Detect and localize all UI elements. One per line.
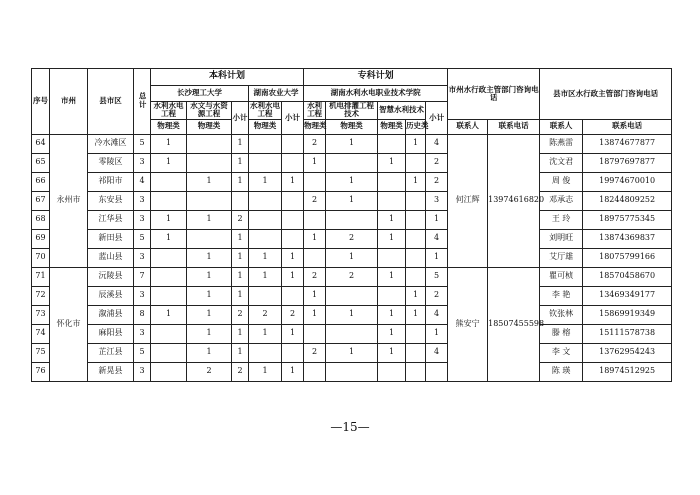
county-contact-cell: 李 文 (540, 343, 583, 362)
county-cell: 辰溪县 (88, 286, 134, 305)
county-cell: 麻阳县 (88, 324, 134, 343)
table-row (32, 343, 672, 362)
value-cell-c10: 3 (426, 191, 448, 210)
value-cell-c5 (282, 134, 304, 153)
county-cell: 溆浦县 (88, 305, 134, 324)
county-contact-cell: 王 玲 (540, 210, 583, 229)
value-cell-c5: 1 (282, 248, 304, 267)
header-major-slsdgc2: 水利水电工程 (250, 101, 280, 119)
seq-cell: 70 (32, 248, 50, 267)
value-cell-c6 (304, 324, 326, 343)
value-cell-c7: 1 (326, 191, 378, 210)
header-county: 县市区 (88, 69, 134, 135)
value-cell-c6: 1 (304, 153, 326, 172)
plan-table (31, 68, 672, 382)
value-cell-c7: 2 (326, 229, 378, 248)
value-cell-c9 (406, 153, 426, 172)
value-cell-c5: 1 (282, 324, 304, 343)
value-cell-c2: 1 (187, 324, 232, 343)
value-cell-c1: 1 (151, 134, 187, 153)
header-physics: 物理类 (249, 119, 282, 134)
value-cell-c8 (378, 362, 406, 381)
value-cell-total: 5 (134, 343, 151, 362)
value-cell-c4 (249, 134, 282, 153)
county-cell: 江华县 (88, 210, 134, 229)
value-cell-c5 (282, 229, 304, 248)
value-cell-c8: 1 (378, 153, 406, 172)
value-cell-c5 (282, 191, 304, 210)
value-cell-c7: 1 (326, 248, 378, 267)
value-cell-c4 (249, 229, 282, 248)
county-phone-cell: 19974670010 (583, 172, 672, 191)
table-row (32, 362, 672, 381)
value-cell-c3: 2 (232, 210, 249, 229)
value-cell-c2: 1 (187, 210, 232, 229)
value-cell-c5 (282, 286, 304, 305)
table-row (32, 229, 672, 248)
header-undergrad-plan: 本科计划 (151, 69, 304, 86)
value-cell-c9 (406, 324, 426, 343)
value-cell-total: 4 (134, 172, 151, 191)
value-cell-c5 (282, 153, 304, 172)
county-cell: 冷水滩区 (88, 134, 134, 153)
county-cell: 零陵区 (88, 153, 134, 172)
value-cell-c3: 1 (232, 248, 249, 267)
county-cell: 新田县 (88, 229, 134, 248)
value-cell-total: 3 (134, 286, 151, 305)
value-cell-c3: 1 (232, 343, 249, 362)
value-cell-total: 5 (134, 229, 151, 248)
value-cell-c4 (249, 210, 282, 229)
value-cell-c6: 1 (304, 286, 326, 305)
header-subtotal-cs: 小计 (232, 102, 249, 135)
table-row (32, 305, 672, 324)
value-cell-c10: 2 (426, 153, 448, 172)
value-cell-c6: 2 (304, 267, 326, 286)
value-cell-c3: 2 (232, 362, 249, 381)
value-cell-total: 7 (134, 267, 151, 286)
seq-cell: 76 (32, 362, 50, 381)
header-history: 历史类 (406, 119, 426, 134)
value-cell-total: 5 (134, 134, 151, 153)
value-cell-c9 (406, 267, 426, 286)
county-phone-cell: 13762954243 (583, 343, 672, 362)
value-cell-c10: 2 (426, 286, 448, 305)
header-physics: 物理类 (378, 119, 406, 134)
value-cell-c5 (282, 343, 304, 362)
header-major-slsdgc: 水利水电工程 (151, 102, 187, 120)
value-cell-c2 (187, 191, 232, 210)
value-cell-c3: 1 (232, 286, 249, 305)
header-city-contact: 联系人 (448, 119, 488, 134)
county-phone-cell: 13469349177 (583, 286, 672, 305)
value-cell-c4: 1 (249, 248, 282, 267)
value-cell-c7 (326, 153, 378, 172)
header-city-dept: 市州水行政主管部门咨询电话 (448, 69, 540, 120)
value-cell-total: 3 (134, 324, 151, 343)
table-row (32, 153, 672, 172)
value-cell-c7 (326, 286, 378, 305)
city-contact-cell: 熊安宁 (448, 267, 488, 381)
value-cell-c3: 1 (232, 172, 249, 191)
header-subtotal-sl: 小计 (426, 102, 448, 135)
county-contact-cell: 邓承志 (540, 191, 583, 210)
county-cell: 蓝山县 (88, 248, 134, 267)
value-cell-c1: 1 (151, 305, 187, 324)
table-row (32, 267, 672, 286)
value-cell-c8 (378, 134, 406, 153)
value-cell-c2: 1 (187, 172, 232, 191)
county-cell: 东安县 (88, 191, 134, 210)
value-cell-c4: 1 (249, 267, 282, 286)
value-cell-c9 (406, 191, 426, 210)
value-cell-c9 (406, 362, 426, 381)
county-phone-cell: 13874677877 (583, 134, 672, 153)
value-cell-c7 (326, 210, 378, 229)
value-cell-c8 (378, 191, 406, 210)
value-cell-c6: 2 (304, 191, 326, 210)
value-cell-c7: 1 (326, 172, 378, 191)
value-cell-c2: 1 (187, 267, 232, 286)
value-cell-c8: 1 (378, 267, 406, 286)
value-cell-c4 (249, 343, 282, 362)
value-cell-c2 (187, 229, 232, 248)
value-cell-c5: 1 (282, 267, 304, 286)
city-cell: 永州市 (50, 134, 88, 267)
value-cell-c9 (406, 343, 426, 362)
header-city-phone: 联系电话 (488, 119, 540, 134)
value-cell-c1 (151, 343, 187, 362)
header-major-jdpg: 机电排灌工程技术 (326, 102, 378, 120)
county-cell: 祁阳市 (88, 172, 134, 191)
city-phone-cell: 18507455598 (488, 267, 540, 381)
value-cell-total: 3 (134, 248, 151, 267)
county-cell: 沅陵县 (88, 267, 134, 286)
county-phone-cell: 18570458670 (583, 267, 672, 286)
table-row (32, 191, 672, 210)
value-cell-total: 3 (134, 153, 151, 172)
county-phone-cell: 18244809252 (583, 191, 672, 210)
header-physics: 物理类 (151, 119, 187, 134)
value-cell-c9 (406, 229, 426, 248)
value-cell-c10: 1 (426, 324, 448, 343)
seq-cell: 64 (32, 134, 50, 153)
value-cell-c3: 1 (232, 134, 249, 153)
page-number: —15— (330, 420, 370, 434)
county-contact-cell: 刘明旺 (540, 229, 583, 248)
value-cell-c2: 1 (187, 305, 232, 324)
value-cell-c2 (187, 134, 232, 153)
county-phone-cell: 18974512925 (583, 362, 672, 381)
county-phone-cell: 15111578738 (583, 324, 672, 343)
value-cell-c4: 1 (249, 324, 282, 343)
value-cell-c1: 1 (151, 229, 187, 248)
value-cell-c10: 2 (426, 172, 448, 191)
value-cell-c4: 1 (249, 172, 282, 191)
county-phone-cell: 18075799166 (583, 248, 672, 267)
header-college-plan: 专科计划 (304, 69, 448, 86)
value-cell-c4 (249, 191, 282, 210)
value-cell-c7 (326, 362, 378, 381)
value-cell-c9: 1 (406, 286, 426, 305)
value-cell-c10: 1 (426, 248, 448, 267)
header-county-contact: 联系人 (540, 119, 583, 134)
value-cell-c1: 1 (151, 210, 187, 229)
value-cell-c3: 2 (232, 305, 249, 324)
header-seq: 序号 (32, 69, 50, 135)
value-cell-c7: 1 (326, 134, 378, 153)
value-cell-c9 (406, 248, 426, 267)
value-cell-c2: 2 (187, 362, 232, 381)
header-total: 总计 (134, 69, 151, 135)
header-major-swszy: 水文与水资源工程 (187, 102, 232, 120)
value-cell-c6: 2 (304, 343, 326, 362)
header-physics: 物理类 (304, 119, 326, 134)
value-cell-c9: 1 (406, 305, 426, 324)
value-cell-c10: 1 (426, 210, 448, 229)
header-major-slgc: 水利工程 (304, 102, 326, 120)
data-rows (32, 134, 672, 381)
value-cell-c1 (151, 191, 187, 210)
county-contact-cell: 艾厅雄 (540, 248, 583, 267)
county-contact-cell: 瞿可桢 (540, 267, 583, 286)
seq-cell: 68 (32, 210, 50, 229)
county-contact-cell: 周 俊 (540, 172, 583, 191)
value-cell-c2: 1 (187, 248, 232, 267)
county-phone-cell: 15869919349 (583, 305, 672, 324)
value-cell-c8: 1 (378, 324, 406, 343)
value-cell-c8: 1 (378, 305, 406, 324)
value-cell-c10: 4 (426, 229, 448, 248)
county-phone-cell: 13874369837 (583, 229, 672, 248)
value-cell-c9: 1 (406, 134, 426, 153)
value-cell-c10: 5 (426, 267, 448, 286)
county-contact-cell: 陈燕雷 (540, 134, 583, 153)
seq-cell: 75 (32, 343, 50, 362)
value-cell-c1 (151, 324, 187, 343)
header-uni-hunan-agri: 湖南农业大学 (249, 86, 304, 102)
county-phone-cell: 18975775345 (583, 210, 672, 229)
value-cell-c8 (378, 172, 406, 191)
header-physics: 物理类 (326, 119, 378, 134)
header-county-dept: 县市区水行政主管部门咨询电话 (540, 69, 672, 120)
header-city: 市州 (50, 69, 88, 135)
seq-cell: 71 (32, 267, 50, 286)
value-cell-c8: 1 (378, 229, 406, 248)
value-cell-c7: 1 (326, 305, 378, 324)
header-subtotal-hn: 小计 (282, 102, 304, 135)
value-cell-c10: 4 (426, 305, 448, 324)
value-cell-c4: 2 (249, 305, 282, 324)
value-cell-c4: 1 (249, 362, 282, 381)
value-cell-c10: 4 (426, 343, 448, 362)
table-row (32, 172, 672, 191)
table-row (32, 134, 672, 153)
value-cell-c8 (378, 248, 406, 267)
county-cell: 芷江县 (88, 343, 134, 362)
value-cell-c3: 1 (232, 229, 249, 248)
seq-cell: 73 (32, 305, 50, 324)
value-cell-c5 (282, 210, 304, 229)
header-major-zhsl: 智慧水利技术 (378, 102, 426, 120)
value-cell-c2 (187, 153, 232, 172)
table-row (32, 210, 672, 229)
value-cell-total: 8 (134, 305, 151, 324)
value-cell-c1: 1 (151, 153, 187, 172)
value-cell-c2: 1 (187, 286, 232, 305)
value-cell-c10 (426, 362, 448, 381)
table-row (32, 286, 672, 305)
seq-cell: 74 (32, 324, 50, 343)
city-contact-cell: 何江辉 (448, 134, 488, 267)
value-cell-c1 (151, 362, 187, 381)
value-cell-c8: 1 (378, 343, 406, 362)
value-cell-c4 (249, 153, 282, 172)
value-cell-c5: 2 (282, 305, 304, 324)
header-uni-changsha: 长沙理工大学 (151, 86, 249, 102)
value-cell-c3: 1 (232, 324, 249, 343)
value-cell-c2: 1 (187, 343, 232, 362)
value-cell-total: 3 (134, 210, 151, 229)
value-cell-c7: 2 (326, 267, 378, 286)
value-cell-c1 (151, 248, 187, 267)
header-county-phone: 联系电话 (583, 119, 672, 134)
value-cell-c6: 1 (304, 229, 326, 248)
county-cell: 新晃县 (88, 362, 134, 381)
seq-cell: 72 (32, 286, 50, 305)
value-cell-c7 (326, 324, 378, 343)
value-cell-c4 (249, 286, 282, 305)
value-cell-c6 (304, 172, 326, 191)
value-cell-c10: 4 (426, 134, 448, 153)
value-cell-c5: 1 (282, 172, 304, 191)
county-contact-cell: 陈 瑛 (540, 362, 583, 381)
header-physics: 物理类 (187, 119, 232, 134)
value-cell-total: 3 (134, 191, 151, 210)
seq-cell: 65 (32, 153, 50, 172)
value-cell-c6: 2 (304, 134, 326, 153)
seq-cell: 69 (32, 229, 50, 248)
city-cell: 怀化市 (50, 267, 88, 381)
county-contact-cell: 沈文君 (540, 153, 583, 172)
seq-cell: 66 (32, 172, 50, 191)
value-cell-c1 (151, 267, 187, 286)
county-contact-cell: 李 艳 (540, 286, 583, 305)
value-cell-c9: 1 (406, 172, 426, 191)
value-cell-c1 (151, 286, 187, 305)
value-cell-c7: 1 (326, 343, 378, 362)
value-cell-c6 (304, 210, 326, 229)
value-cell-c1 (151, 172, 187, 191)
county-phone-cell: 18797697877 (583, 153, 672, 172)
city-phone-cell: 13974616820 (488, 134, 540, 267)
county-contact-cell: 滕 榕 (540, 324, 583, 343)
value-cell-c8: 1 (378, 210, 406, 229)
county-contact-cell: 钦张林 (540, 305, 583, 324)
value-cell-c5: 1 (282, 362, 304, 381)
table-row (32, 324, 672, 343)
value-cell-c3 (232, 191, 249, 210)
value-cell-c9 (406, 210, 426, 229)
table-row (32, 248, 672, 267)
value-cell-c8 (378, 286, 406, 305)
value-cell-total: 3 (134, 362, 151, 381)
seq-cell: 67 (32, 191, 50, 210)
value-cell-c6 (304, 362, 326, 381)
value-cell-c3: 1 (232, 153, 249, 172)
header-school-hunan-water: 湖南水利水电职业技术学院 (304, 86, 448, 102)
value-cell-c6: 1 (304, 305, 326, 324)
value-cell-c6 (304, 248, 326, 267)
value-cell-c3: 1 (232, 267, 249, 286)
